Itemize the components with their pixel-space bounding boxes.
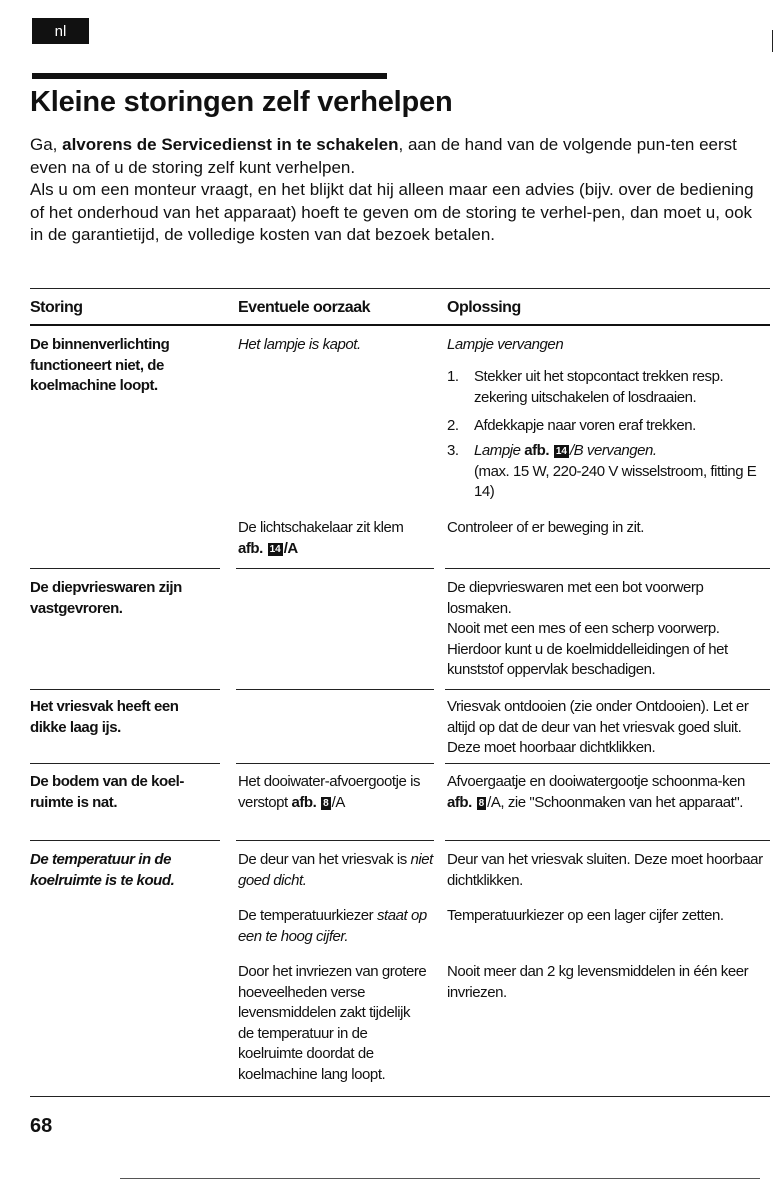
row5-oorzaak-1 (238, 850, 438, 891)
step-3-afb: afb. (524, 442, 550, 459)
header-oorzaak: Eventuele oorzaak (238, 299, 370, 316)
row4-rule-left (30, 840, 220, 841)
page-title: Kleine storingen zelf verhelpen (30, 86, 453, 118)
row5-storing: De temperatuur in de koelruimte is te koud. (30, 851, 175, 889)
intro-text (30, 134, 765, 247)
step-3-b: /B vervangen. (569, 442, 657, 459)
row5-oplossing-3: Nooit meer dan 2 kg levensmiddelen in één keer invriezen. (447, 963, 749, 1001)
row5-oorzaak-2-a: De temperatuurkiezer (238, 907, 377, 924)
row4-oplossing-a: Afvoergaatje en dooiwatergootje schoonma-ken (447, 773, 745, 790)
row4-oorzaak-tail: /A (331, 793, 345, 811)
row1-oorzaak-1: Het lampje is kapot. (238, 336, 361, 353)
row5-oorzaak-3: Door het invriezen van grotere hoeveelheden verse levensmiddelen zakt tijdelijk de temperatuur in de koelruimte doordat de koelmachine lang loopt. (238, 963, 427, 1083)
table-top-rule (30, 288, 770, 289)
header-oplossing: Oplossing (447, 299, 521, 316)
row3-storing: Het vriesvak heeft een dikke laag ijs. (30, 698, 179, 736)
figure-8-icon: 8 (478, 797, 485, 809)
intro-paragraph-2: Als u om een monteur vraagt, en het blijkt dat hij alleen maar een advies (bijv. over de bediening of het onderhoud van het apparaat) hoeft te geven om de storing te verhel-pen, dan moet u, ook in de garantietijd, de volledige kosten van dat bezoek betalen. (30, 180, 754, 244)
step-1-text: Stekker uit het stopcontact trekken resp. zekering uitschakelen of losdraaien. (474, 368, 724, 406)
row1-storing: De binnenverlichting functioneert niet, de koelmachine loopt. (30, 336, 170, 394)
step-3-number: 3. (447, 442, 459, 459)
row5-oorzaak-1-a: De deur van het vriesvak is (238, 851, 411, 868)
step-3-c: (max. 15 W, 220-240 V wisselstroom, fitting E 14) (474, 462, 757, 500)
row3-rule-left (30, 763, 220, 764)
row3-oplossing: Vriesvak ontdooien (zie onder Ontdooien). Let er altijd op dat de deur van het vriesvak goed sluit. Deze moet hoorbaar dichtklikken. (447, 698, 749, 756)
step-1-number: 1. (447, 368, 459, 385)
intro-p1-post: , aan de hand van de volgende pun-ten eerst even na of u de storing zelf kunt verhelpen. (30, 135, 737, 177)
bottom-scan-line (120, 1178, 760, 1179)
row1-step-2 (447, 416, 769, 437)
row1-oorzaak-2-afb: afb. (238, 539, 263, 557)
language-tab (32, 18, 89, 44)
page-number: 68 (30, 1115, 53, 1137)
table-header-rule (30, 324, 770, 326)
row1-rule-mid (236, 568, 434, 569)
row4-storing: De bodem van de koel-ruimte is nat. (30, 773, 184, 811)
scan-mark (772, 30, 773, 52)
row4-rule-mid (236, 840, 434, 841)
row2-storing: De diepvrieswaren zijn vastgevroren. (30, 579, 182, 617)
row2-rule-left (30, 689, 220, 690)
row1-oorzaak-2 (238, 518, 438, 559)
row4-oplossing-afb: afb. (447, 793, 472, 811)
row4-oplossing-tail: /A, zie "Schoonmaken van het apparaat". (487, 793, 743, 811)
row3-rule-right (445, 763, 770, 764)
figure-8-icon: 8 (323, 797, 329, 809)
row4-oorzaak-a: Het dooiwater-afvoergootje is verstopt (238, 773, 421, 811)
figure-14-icon: 14 (555, 446, 567, 457)
row4-oorzaak-afb: afb. (291, 793, 317, 811)
row5-oorzaak-2-b: staat op een te hoog cijfer. (238, 907, 427, 945)
figure-14-icon: 14 (269, 543, 281, 555)
row5-oorzaak-2 (238, 906, 438, 947)
row1-oplossing-title: Lampje vervangen (447, 336, 564, 353)
header-storing: Storing (30, 299, 83, 316)
row5-oplossing-2: Temperatuurkiezer op een lager cijfer zetten. (447, 907, 724, 924)
intro-paragraph-1 (30, 134, 765, 179)
row4-rule-right (445, 840, 770, 841)
row1-step-3 (447, 441, 769, 503)
row2-rule-right (445, 689, 770, 690)
row1-oplossing-2: Controleer of er beweging in zit. (447, 519, 644, 536)
step-3-a: Lampje (474, 442, 525, 459)
row4-oorzaak (238, 772, 438, 813)
row2-oplossing: De diepvrieswaren met een bot voorwerp losmaken. Nooit met een mes of een scherp voorwerp. Hierdoor kunt u de koelmiddelleidingen of het kunststof oppervlak beschadigen. (447, 579, 728, 678)
row2-rule-mid (236, 689, 434, 690)
title-rule (32, 73, 387, 79)
row1-oorzaak-2-text: De lichtschakelaar zit klem (238, 519, 404, 536)
table-bottom-rule (30, 1096, 770, 1097)
step-2-text: Afdekkapje naar voren eraf trekken. (474, 417, 696, 434)
row1-rule-right (445, 568, 770, 569)
intro-p1-pre: Ga, (30, 135, 63, 154)
row1-rule-left (30, 568, 220, 569)
row1-step-1 (447, 367, 769, 408)
step-3-text (474, 441, 769, 503)
row4-oplossing (447, 772, 769, 813)
row1-oorzaak-2-tail: /A (283, 539, 298, 557)
row5-oorzaak-1-b: niet goed dicht. (238, 851, 433, 889)
language-label: nl (54, 22, 67, 40)
step-2-number: 2. (447, 417, 459, 434)
intro-p1-bold: alvorens de Servicedienst in te schakelen (62, 135, 399, 154)
row3-rule-mid (236, 763, 434, 764)
row5-oplossing-1: Deur van het vriesvak sluiten. Deze moet hoorbaar dichtklikken. (447, 851, 763, 889)
